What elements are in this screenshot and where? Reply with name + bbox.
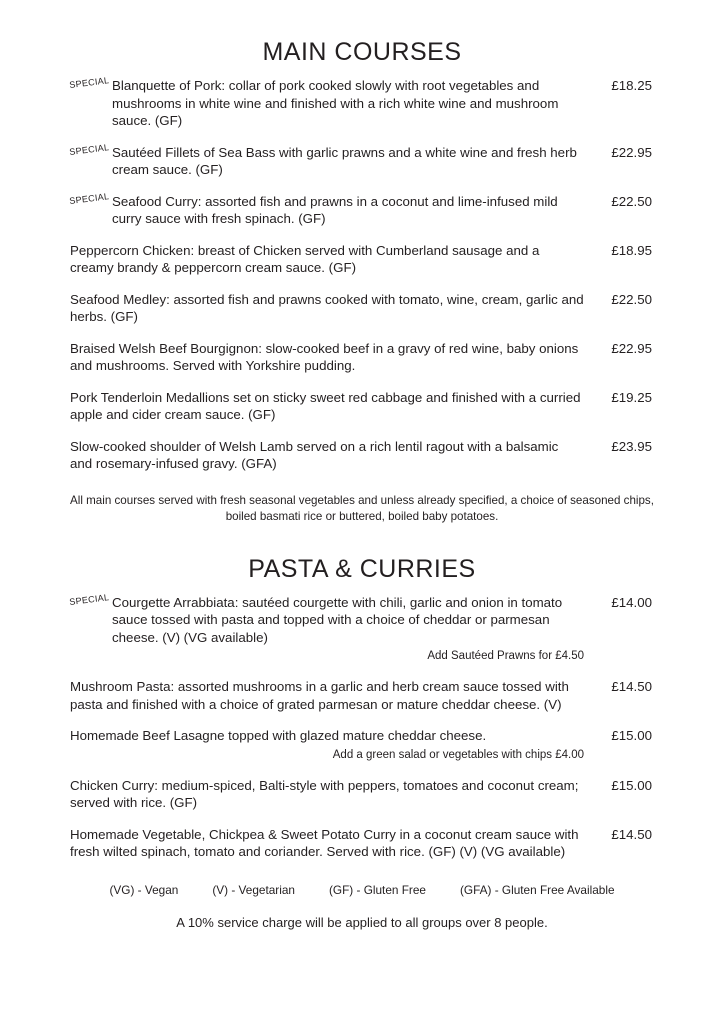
special-wrap bbox=[68, 190, 584, 228]
main-courses-list bbox=[0, 77, 724, 473]
menu-item-price: £14.50 bbox=[611, 826, 652, 842]
section-title-pasta-curries: PASTA & CURRIES bbox=[248, 554, 476, 583]
menu-item-price: £15.00 bbox=[611, 728, 652, 743]
menu-item-price: £22.95 bbox=[611, 144, 652, 160]
menu-item-body bbox=[68, 141, 594, 179]
menu-item-description: Courgette Arrabbiata: sautéed courgette with chili, garlic and onion in tomato sauce tossed with pasta and topped with a choice of cheddar or parmesan cheese. (V) (VG available) bbox=[112, 594, 563, 645]
menu-item-price: £23.95 bbox=[611, 438, 652, 454]
menu-item-body bbox=[70, 389, 594, 424]
menu-item-addon: Add Sautéed Prawns for £4.50 bbox=[427, 650, 584, 662]
menu-item-description: Chicken Curry: medium-spiced, Balti-style with peppers, tomatoes and coconut cream; served with rice. (GF) bbox=[70, 777, 579, 810]
menu-item bbox=[70, 291, 652, 326]
menu-item bbox=[70, 727, 652, 763]
main-courses-note: All main courses served with fresh seasonal vegetables and unless already specified, a choice of seasoned chips, boiled basmati rice or buttered, boiled baby potatoes. bbox=[70, 493, 654, 523]
menu-item-price: £18.25 bbox=[611, 78, 652, 93]
menu-item bbox=[68, 190, 652, 228]
special-badge: SPECIAL bbox=[68, 75, 110, 90]
menu-item-price: £14.50 bbox=[611, 679, 652, 694]
legend-item-vegetarian: (V) - Vegetarian bbox=[212, 882, 295, 897]
menu-item bbox=[68, 141, 652, 179]
menu-item-body bbox=[70, 678, 594, 713]
menu-item-price: £14.00 bbox=[611, 594, 652, 610]
menu-item-description: Braised Welsh Beef Bourgignon: slow-cooked beef in a gravy of red wine, baby onions and mushrooms. Served with Yorkshire pudding. bbox=[70, 340, 579, 373]
menu-item-addon: Add a green salad or vegetables with chips £4.00 bbox=[332, 748, 584, 761]
menu-item bbox=[70, 438, 652, 473]
menu-item bbox=[70, 826, 652, 861]
menu-item-description: Slow-cooked shoulder of Welsh Lamb served on a rich lentil ragout with a balsamic and rosemary-infused gravy. (GFA) bbox=[70, 438, 559, 471]
menu-item-body bbox=[70, 826, 594, 861]
legend-item-gluten-free: (GF) - Gluten Free bbox=[328, 882, 426, 897]
menu-item-body bbox=[68, 190, 594, 228]
menu-item bbox=[70, 242, 652, 277]
menu-item-body bbox=[70, 777, 594, 812]
menu-item-price: £19.25 bbox=[611, 389, 652, 405]
menu-item-body bbox=[70, 340, 594, 375]
menu-item-body bbox=[70, 438, 594, 473]
menu-item bbox=[70, 389, 652, 424]
special-wrap bbox=[70, 77, 584, 130]
service-charge-note: A 10% service charge will be applied to all groups over 8 people. bbox=[176, 914, 548, 930]
legend bbox=[0, 883, 724, 897]
menu-item-body bbox=[70, 291, 594, 326]
menu-item-description: Sautéed Fillets of Sea Bass with garlic prawns and a white wine and fresh herb cream sauce. (GF) bbox=[112, 144, 577, 177]
menu-item-description: Homemade Vegetable, Chickpea & Sweet Potato Curry in a coconut cream sauce with fresh wilted spinach, tomato and coriander. Served with rice. (GF) (V) (VG available) bbox=[70, 826, 579, 859]
menu-item-description: Peppercorn Chicken: breast of Chicken served with Cumberland sausage and a creamy brandy & peppercorn cream sauce. (GF) bbox=[70, 242, 540, 275]
menu-item-description: Blanquette of Pork: collar of pork cooked slowly with root vegetables and mushrooms in white wine and finished with a rich white wine and mushroom sauce. (GF) bbox=[112, 78, 559, 128]
legend-item-gluten-free-available: (GFA) - Gluten Free Available bbox=[459, 882, 615, 897]
menu-item-price: £18.95 bbox=[611, 242, 652, 258]
menu-item-description: Mushroom Pasta: assorted mushrooms in a garlic and herb cream sauce tossed with pasta and finished with a choice of grated parmesan or mature cheddar cheese. (V) bbox=[70, 679, 569, 712]
special-wrap bbox=[68, 591, 584, 647]
menu-item-price: £22.50 bbox=[611, 291, 652, 307]
menu-item-description: Homemade Beef Lasagne topped with glazed mature cheddar cheese. bbox=[70, 728, 487, 743]
pasta-curries-list bbox=[0, 591, 724, 861]
menu-item-description: Seafood Medley: assorted fish and prawns cooked with tomato, wine, cream, garlic and herbs. (GF) bbox=[70, 291, 584, 324]
special-badge: SPECIAL bbox=[68, 190, 110, 206]
menu-item bbox=[70, 678, 652, 713]
menu-item bbox=[70, 77, 652, 130]
special-badge: SPECIAL bbox=[68, 591, 110, 607]
special-badge: SPECIAL bbox=[68, 141, 110, 157]
menu-item-price: £22.50 bbox=[611, 193, 652, 209]
menu-item-body bbox=[68, 591, 594, 665]
menu-item-body bbox=[70, 727, 594, 763]
menu-item bbox=[70, 340, 652, 375]
menu-item-price: £15.00 bbox=[611, 777, 652, 793]
special-wrap bbox=[68, 141, 584, 179]
menu-item-body bbox=[70, 242, 594, 277]
menu-item-price: £22.95 bbox=[611, 340, 652, 356]
menu-item-body bbox=[70, 77, 594, 130]
menu-item bbox=[70, 777, 652, 812]
menu-item-description: Seafood Curry: assorted fish and prawns in a coconut and lime-infused mild curry sauce with fresh spinach. (GF) bbox=[112, 193, 558, 226]
menu-item-description: Pork Tenderloin Medallions set on sticky sweet red cabbage and finished with a curried apple and cider cream sauce. (GF) bbox=[70, 389, 581, 422]
section-title-main-courses: MAIN COURSES bbox=[262, 38, 462, 66]
menu-item bbox=[68, 591, 652, 665]
legend-item-vegan: (VG) - Vegan bbox=[109, 882, 179, 897]
